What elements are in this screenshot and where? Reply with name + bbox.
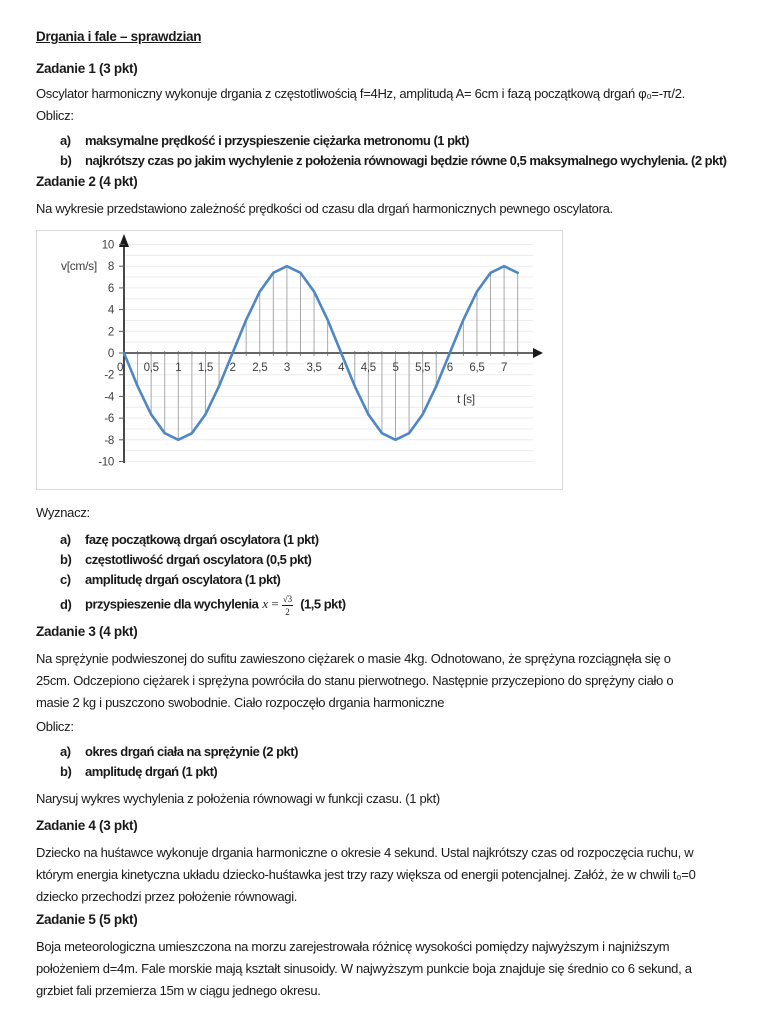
svg-text:-8: -8 (104, 434, 114, 447)
svg-text:-10: -10 (98, 456, 114, 469)
svg-text:7: 7 (501, 362, 508, 374)
list-item-text: amplitudę drgań oscylatora (1 pkt) (85, 572, 281, 587)
svg-text:8: 8 (107, 261, 114, 274)
svg-text:-6: -6 (104, 413, 114, 426)
list-item-marker: d) (60, 597, 72, 612)
list-item-marker: a) (60, 133, 71, 148)
svg-text:6: 6 (107, 282, 114, 295)
svg-text:4,5: 4,5 (360, 362, 376, 374)
task1-paragraph (36, 83, 738, 127)
svg-text:2: 2 (229, 362, 236, 374)
svg-text:3: 3 (283, 362, 290, 374)
list-item-marker: a) (60, 532, 71, 547)
list-item-with-formula (36, 590, 738, 620)
list-item (36, 530, 738, 550)
task3-paragraph-line: masie 2 kg i puszczono swobodnie. Ciało rozpoczęło drgania harmoniczne (36, 695, 445, 710)
task3-paragraph-line: Na sprężynie podwieszonej do sufitu zawieszono ciężarek o masie 4kg. Odnotowano, że sprężyna rozciągnęła się o (36, 651, 671, 666)
task1-list (36, 131, 738, 171)
svg-text:2,5: 2,5 (252, 362, 268, 374)
list-item (36, 762, 738, 782)
task4-paragraph-line: którym energia kinetyczna układu dziecko-huśtawka jest trzy razy większa od energii potencjalnej. Załóż, że w chwili t₀=0 (36, 867, 696, 882)
svg-text:6: 6 (446, 362, 453, 374)
task3-note: Narysuj wykres wychylenia z położenia równowagi w funkcji czasu. (1 pkt) (36, 791, 440, 806)
task3-paragraph-line: 25cm. Odczepiono ciężarek i sprężyna powróciła do stanu pierwotnego. Następnie przyczepiono do sprężyny ciało o (36, 673, 674, 688)
task5-paragraph-line: grzbiet fali przemierza 15m w ciągu jednego okresu. (36, 983, 321, 998)
task2-intro: Na wykresie przedstawiono zależność prędkości od czasu dla drgań harmonicznych pewnego oscylatora. (36, 201, 613, 216)
list-item-text: okres drgań ciała na sprężynie (2 pkt) (85, 744, 298, 759)
task1-paragraph-line: Oscylator harmoniczny wykonuje drgania z częstotliwością f=4Hz, amplitudą A= 6cm i fazą początkową drgań φ₀=-π/2. (36, 86, 685, 101)
svg-text:10: 10 (101, 239, 114, 252)
list-item (36, 742, 738, 762)
svg-text:t [s]: t [s] (457, 392, 475, 406)
svg-text:v[cm/s]: v[cm/s] (61, 259, 97, 274)
task3-list (36, 742, 738, 782)
svg-text:0: 0 (107, 348, 114, 360)
fraction-sqrt3-over-2: $\frac{√3}{2}$ (282, 593, 293, 617)
list-item-marker: a) (60, 744, 71, 759)
task5-heading: Zadanie 5 (5 pkt) (36, 912, 138, 927)
svg-text:6,5: 6,5 (469, 362, 485, 374)
list-item-text: najkrótszy czas po jakim wychylenie z położenia równowagi będzie równe 0,5 maksymalnego wychylenia. (2 pkt) (85, 153, 727, 168)
task4-paragraph-line: dziecko przechodzi przez położenie równowagi. (36, 889, 298, 904)
list-item-text: maksymalne prędkość i przyspieszenie ciężarka metronomu (1 pkt) (85, 133, 469, 148)
task2-wyznacz-label: Wyznacz: (36, 505, 90, 520)
svg-text:4: 4 (338, 362, 345, 374)
task2-list (36, 530, 738, 620)
task4-heading: Zadanie 4 (3 pkt) (36, 818, 138, 833)
task4-paragraph (36, 842, 738, 908)
task5-paragraph-line: położeniem d=4m. Fale morskie mają kształt sinusoidy. W najwyższym punkcie boja znajduje się średnio co 6 sekund, a (36, 961, 692, 976)
list-item (36, 550, 738, 570)
document-title: Drgania i fale – sprawdzian (36, 29, 202, 44)
list-item-marker: c) (60, 572, 71, 587)
svg-text:2: 2 (107, 326, 114, 339)
svg-text:5,5: 5,5 (415, 362, 431, 374)
svg-text:4: 4 (107, 304, 114, 317)
svg-text:0,5: 0,5 (143, 362, 159, 374)
task5-paragraph (36, 936, 738, 1002)
svg-text:1,5: 1,5 (197, 362, 213, 374)
list-item-marker: b) (60, 153, 72, 168)
list-item (36, 131, 738, 151)
task3-heading: Zadanie 3 (4 pkt) (36, 624, 138, 639)
list-item-text: przyspieszenie dla wychylenia x = $\frac{√3}{2}$ (1,5 pkt) (85, 593, 346, 617)
list-item (36, 151, 738, 171)
task4-paragraph-line: Dziecko na huśtawce wykonuje drgania harmoniczne o okresie 4 sekund. Ustal najkrótszy czas od rozpoczęcia ruchu, w (36, 845, 694, 860)
list-item-marker: b) (60, 764, 72, 779)
task2-heading: Zadanie 2 (4 pkt) (36, 174, 138, 189)
math-expression: x = $\frac{√3}{2}$ (262, 593, 293, 617)
list-item-marker: b) (60, 552, 72, 567)
list-item-text: częstotliwość drgań oscylatora (0,5 pkt) (85, 552, 312, 567)
task5-paragraph-line: Boja meteorologiczna umieszczona na morzu zarejestrowała różnicę wysokości pomiędzy najwyższym i najniższym (36, 939, 670, 954)
svg-text:5: 5 (392, 362, 399, 374)
task1-oblicz-label: Oblicz: (36, 108, 74, 123)
velocity-time-chart (36, 230, 563, 490)
list-item-text: fazę początkową drgań oscylatora (1 pkt) (85, 532, 319, 547)
task3-paragraph (36, 648, 738, 714)
svg-text:0: 0 (116, 362, 124, 374)
task1-heading: Zadanie 1 (3 pkt) (36, 61, 138, 76)
list-item (36, 570, 738, 590)
svg-text:-2: -2 (104, 369, 114, 382)
list-item-text: amplitudę drgań (1 pkt) (85, 764, 218, 779)
svg-text:-4: -4 (104, 391, 114, 404)
task3-oblicz-label: Oblicz: (36, 719, 74, 734)
velocity-time-chart-svg (37, 231, 562, 489)
svg-text:3,5: 3,5 (306, 362, 322, 374)
svg-text:1: 1 (175, 362, 182, 374)
